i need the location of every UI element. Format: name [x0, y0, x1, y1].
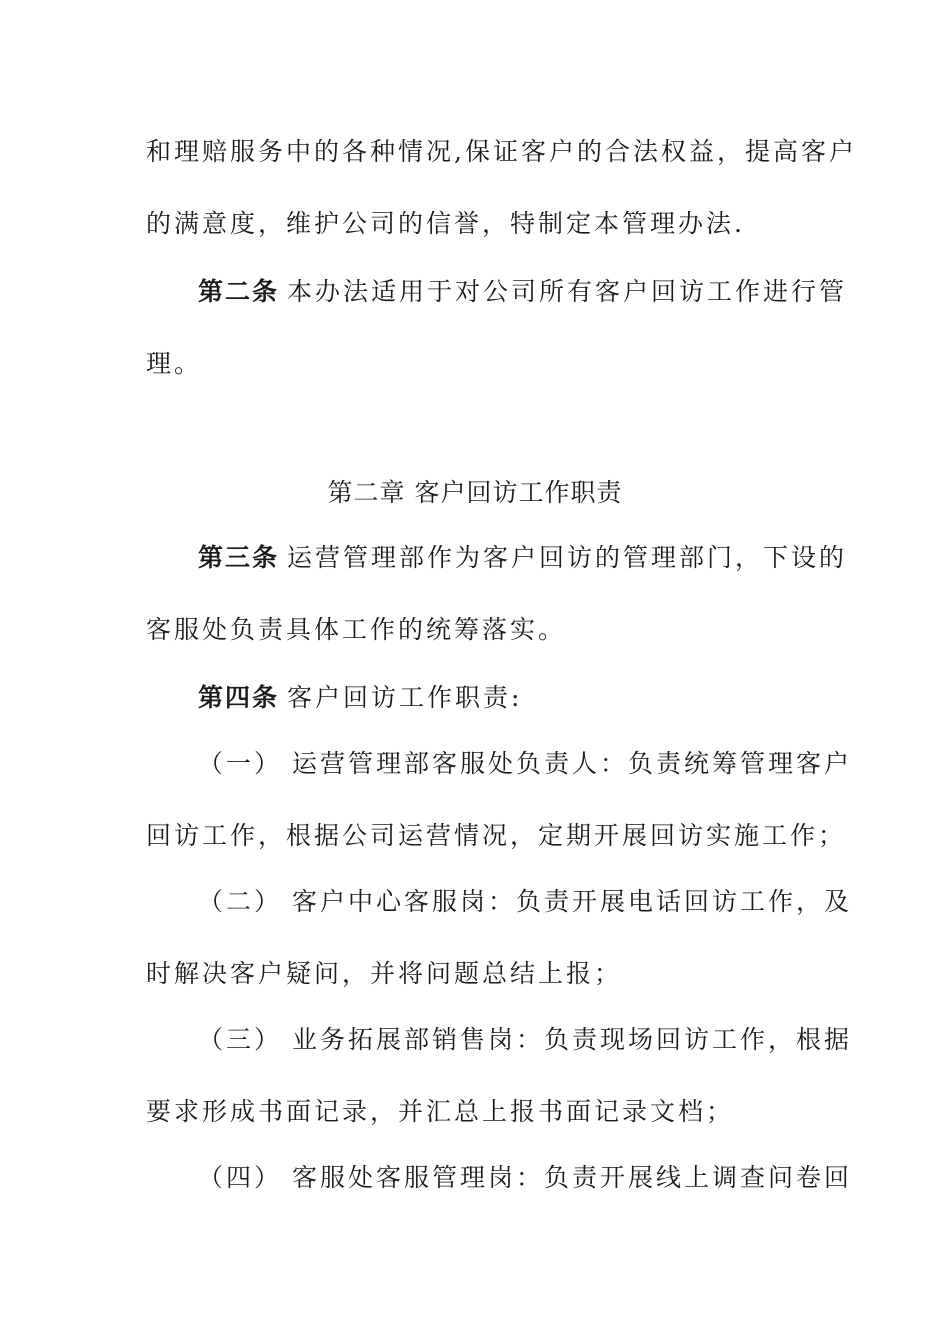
- article-4-text-1: 客户回访工作职责:: [287, 683, 523, 712]
- purpose-text-1: 和理赔服务中的各种情况,保证客户的合法权益，提高客户: [146, 137, 857, 166]
- item-2-text-1: 客户中心客服岗：负责开展电话回访工作，及: [292, 887, 853, 916]
- item-4-text-1: 客服处客服管理岗：负责开展线上调查问卷回: [292, 1163, 853, 1192]
- item-3-line-2: [146, 1096, 806, 1128]
- chapter-title: 第二章 客户回访工作职责: [327, 478, 623, 507]
- item-3-text-2: 要求形成书面记录，并汇总上报书面记录文档；: [146, 1097, 735, 1126]
- article-4-line-1: [198, 682, 806, 714]
- article-2-label: 第二条: [198, 277, 280, 306]
- item-1-line-2: [146, 820, 847, 852]
- item-2-text-2: 时解决客户疑问，并将问题总结上报；: [146, 959, 623, 988]
- article-2-line-1: [198, 276, 848, 308]
- item-2-label: （二）: [198, 887, 283, 916]
- article-3-label: 第三条: [198, 543, 280, 572]
- item-2-line-2: [146, 958, 806, 990]
- item-1-label: （一）: [198, 749, 283, 778]
- item-3-label: （三）: [198, 1025, 283, 1054]
- article-2-text-2: 理。: [146, 349, 203, 378]
- item-1-line-1: [198, 748, 853, 780]
- article-3-line-2: [146, 614, 806, 646]
- item-4-line-1: [198, 1162, 853, 1194]
- item-3-text-1: 业务拓展部销售岗：负责现场回访工作，根据: [292, 1025, 853, 1054]
- article-2-line-2: [146, 348, 806, 380]
- item-3-line-1: [198, 1024, 853, 1056]
- item-1-text-1: 运营管理部客服处负责人：负责统筹管理客户: [292, 749, 853, 778]
- item-4-label: （四）: [198, 1163, 283, 1192]
- item-1-text-2: 回访工作，根据公司运营情况，定期开展回访实施工作；: [146, 821, 847, 850]
- article-2-text-1: 本办法适用于对公司所有客户回访工作进行管: [287, 277, 848, 306]
- article-3-text-2: 客服处负责具体工作的统筹落实。: [146, 615, 567, 644]
- purpose-text-2: 的满意度，维护公司的信誉，特制定本管理办法.: [146, 209, 745, 238]
- article-3-line-1: [198, 542, 848, 574]
- purpose-line-2: [146, 208, 806, 240]
- article-3-text-1: 运营管理部作为客户回访的管理部门，下设的: [287, 543, 848, 572]
- item-2-line-1: [198, 886, 853, 918]
- article-4-label: 第四条: [198, 683, 280, 712]
- purpose-line-1: [146, 136, 857, 168]
